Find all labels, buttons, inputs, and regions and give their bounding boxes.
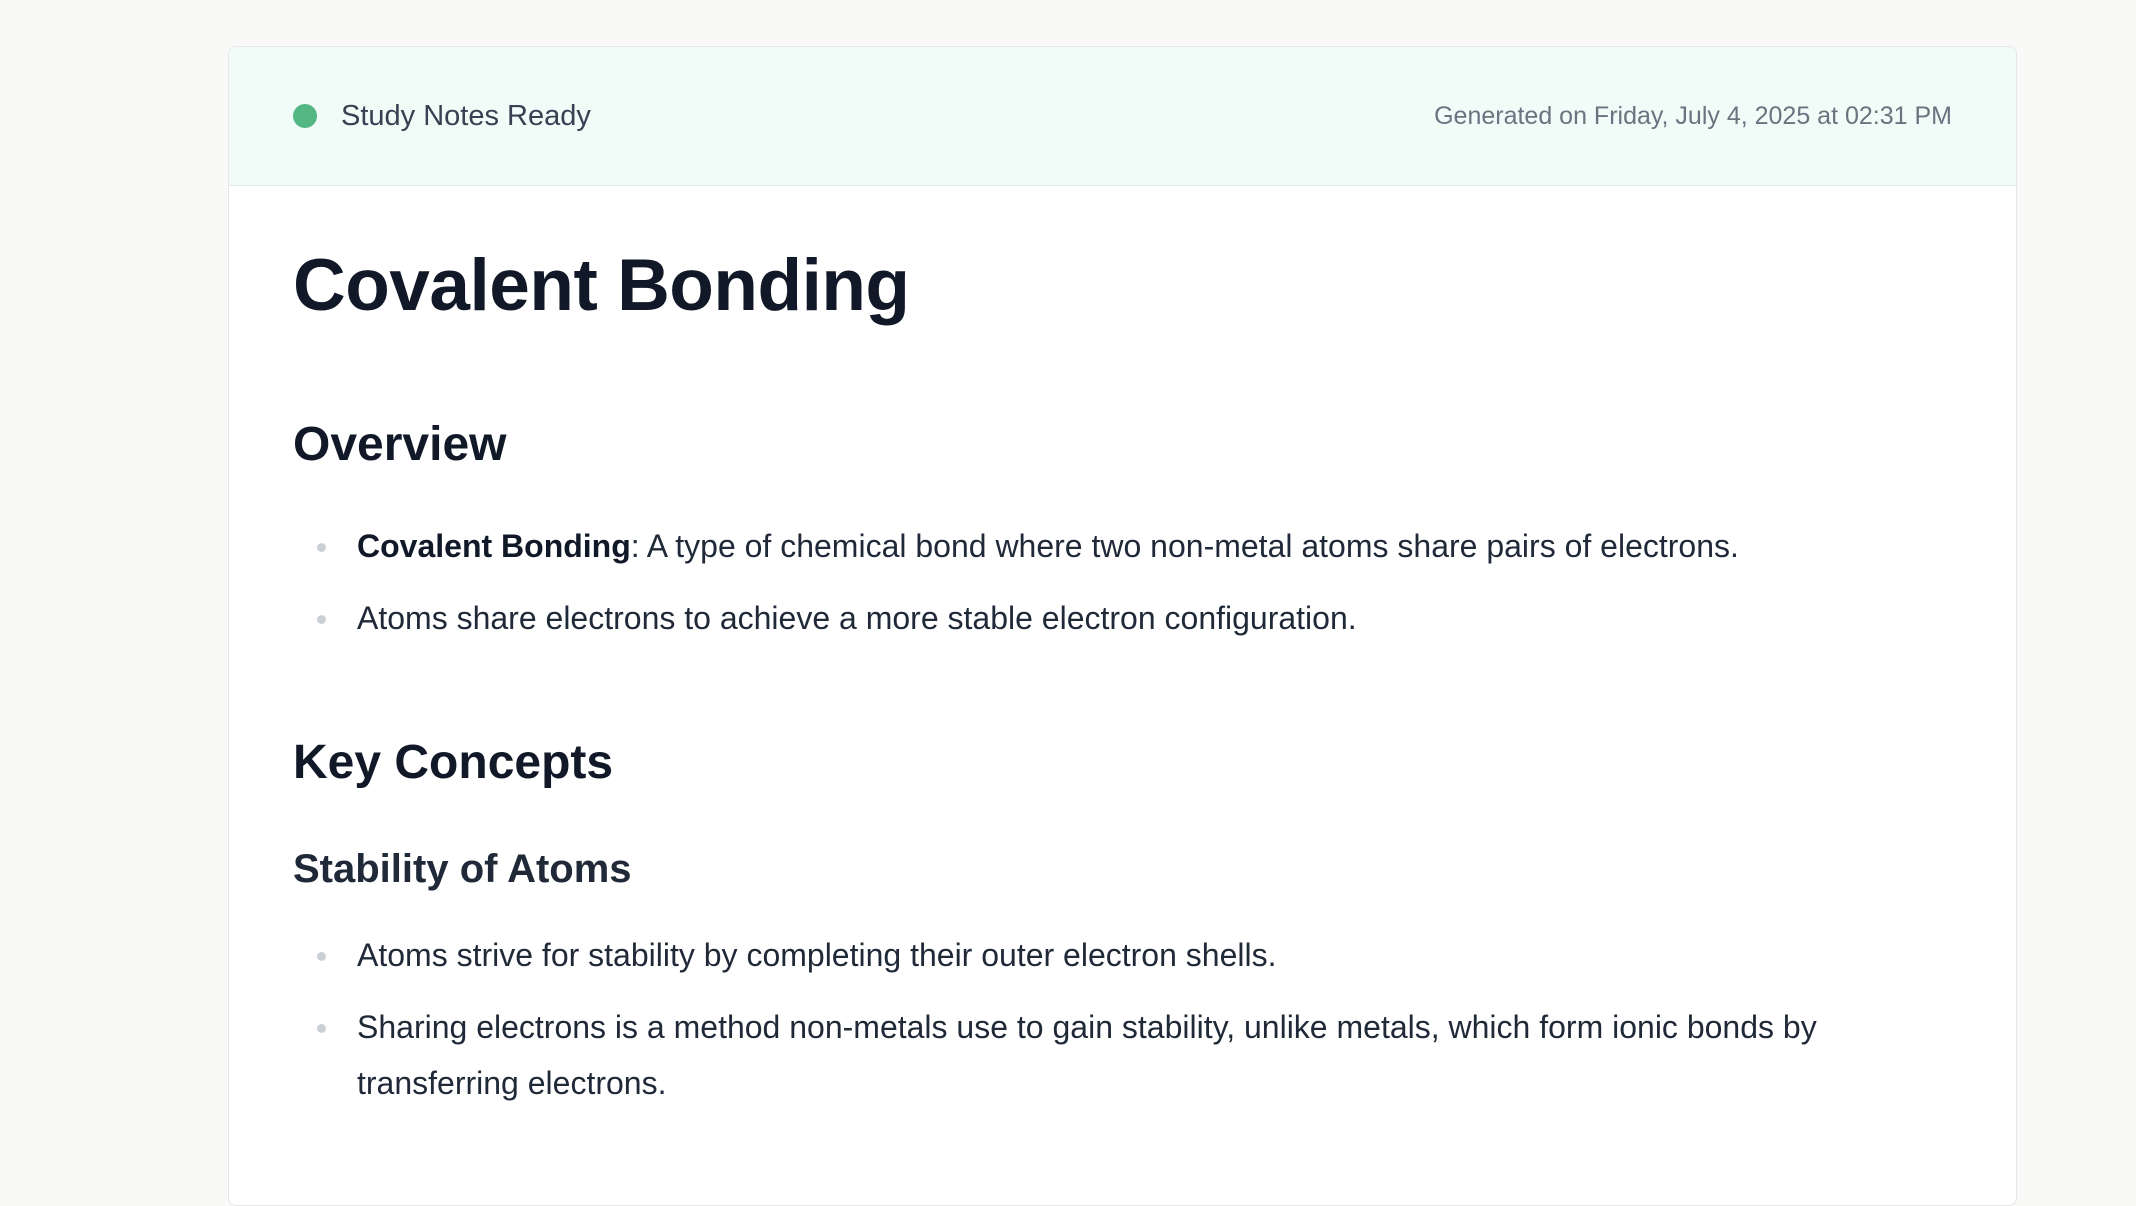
stability-list	[293, 927, 1952, 1111]
list-item	[293, 999, 1952, 1111]
bullet-icon	[317, 1024, 326, 1033]
status-dot-icon	[293, 104, 317, 128]
status-bar	[229, 47, 2016, 186]
subheading-stability-of-atoms: Stability of Atoms	[293, 847, 632, 892]
list-item-text: Atoms strive for stability by completing their outer electron shells.	[357, 937, 1277, 974]
status-indicator	[293, 100, 591, 133]
list-item	[293, 518, 1952, 574]
list-item	[293, 590, 1952, 646]
section-heading-overview: Overview	[293, 417, 507, 471]
list-item-text: Sharing electrons is a method non-metals use to gain stability, unlike metals, which form ionic bonds by transferring electrons.	[357, 1009, 1817, 1102]
bullet-icon	[317, 543, 326, 552]
list-item-text: Atoms share electrons to achieve a more stable electron configuration.	[357, 599, 1357, 636]
overview-list	[293, 518, 1952, 646]
page-title: Covalent Bonding	[293, 245, 910, 326]
bullet-icon	[317, 952, 326, 961]
term-label: Covalent Bonding	[357, 527, 631, 564]
generated-timestamp: Generated on Friday, July 4, 2025 at 02:31 PM	[1434, 101, 1952, 130]
notes-content	[229, 186, 2016, 1111]
section-heading-key-concepts: Key Concepts	[293, 735, 614, 789]
list-item	[293, 927, 1952, 983]
study-notes-card	[228, 46, 2017, 1206]
list-item-text: : A type of chemical bond where two non-metal atoms share pairs of electrons.	[630, 527, 1739, 564]
status-label: Study Notes Ready	[341, 99, 591, 132]
bullet-icon	[317, 615, 326, 624]
